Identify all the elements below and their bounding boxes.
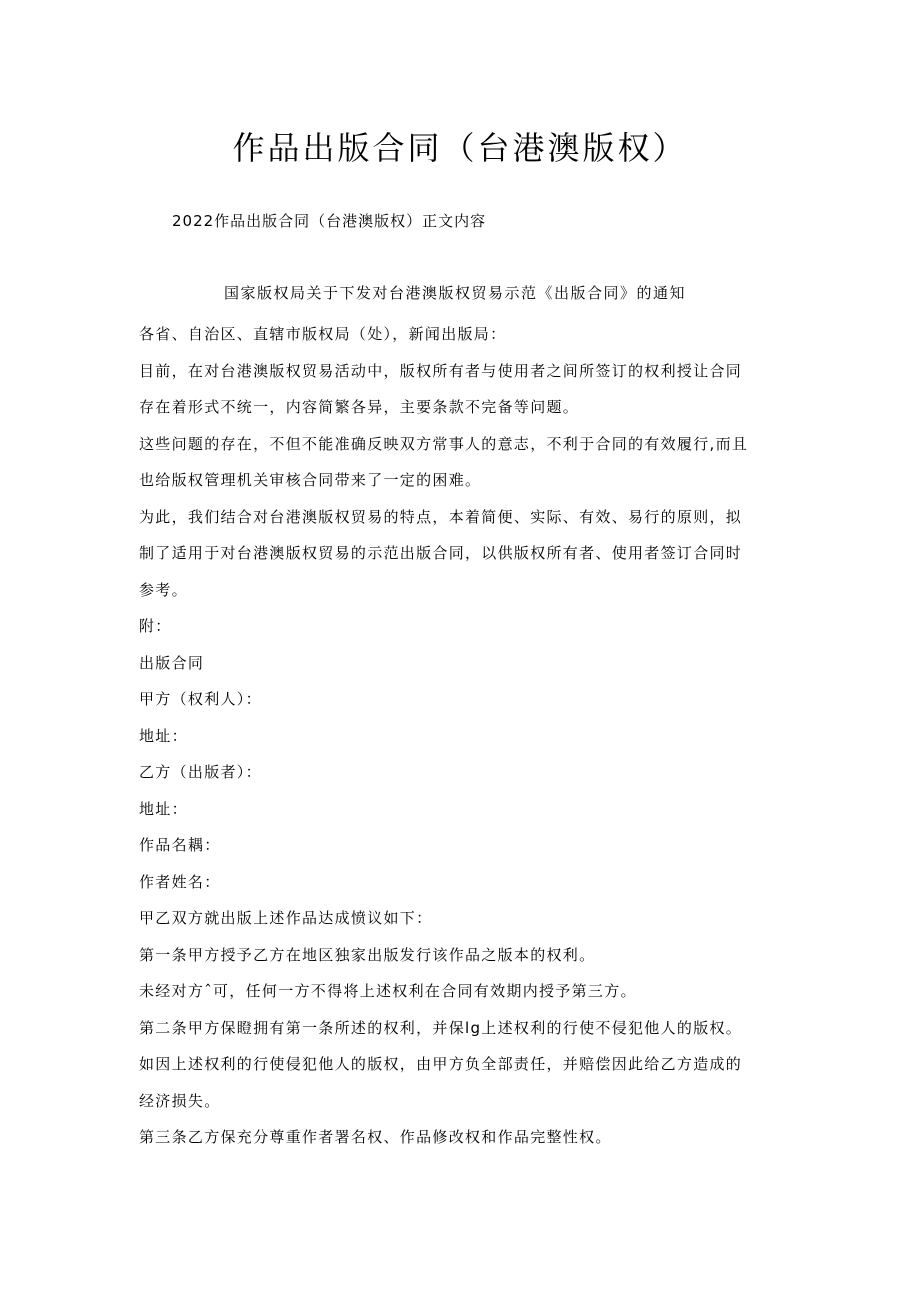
paragraph-line: 第一条甲方授予乙方在地区独家出版发行该作品之版本的权利。	[139, 945, 596, 964]
document-body	[139, 316, 779, 1156]
paragraph-line: 制了适用于对台港澳版权贸易的示范出版合同，以供版权所有者、使用者签订合同时	[139, 544, 743, 562]
paragraph-line: 也给版权管理机关审核合同带来了一定的困难。	[139, 471, 482, 489]
paragraph-line: 附：	[139, 617, 172, 635]
paragraph-line: 地址：	[139, 726, 188, 745]
paragraph-line: 如因上述权利的行使侵犯他人的版权，由甲方负全部责任，并赔偿因此给乙方造成的	[139, 1055, 743, 1073]
paragraph-line: 甲乙双方就出版上述作品达成愤议如下：	[139, 909, 433, 927]
document-title: 作品出版合同（台港澳版权）	[232, 129, 688, 167]
paragraph-line: 地址：	[139, 799, 188, 818]
document-subtitle: 2022作品出版合同（台港澳版权）正文内容	[172, 212, 487, 230]
paragraph-line: 未经对方ˆ可，任何一方不得将上述权利在合同有效期内授予第三方。	[139, 982, 637, 1000]
paragraph-line: 甲方（权利人）：	[139, 690, 262, 708]
paragraph-line: 经济损失。	[139, 1091, 221, 1110]
notice-title: 国家版权局关于下发对台港澳版权贸易示范《出版合同》的通知	[224, 284, 687, 302]
paragraph-line: 第二条甲方保瞪拥有第一条所述的权利，并保lg上述权利的行使不侵犯他人的版权。	[139, 1018, 743, 1037]
paragraph-line: 为此，我们结合对台港澳版权贸易的特点，本着简便、实际、有效、易行的原则，拟	[139, 507, 743, 526]
paragraph-line: 参考。	[139, 580, 188, 599]
paragraph-line: 作者姓名：	[139, 872, 221, 891]
paragraph-line: 目前，在对台港澳版权贸易活动中，版权所有者与使用者之间所签订的权利授让合同	[139, 361, 743, 380]
paragraph-line: 这些问题的存在，不但不能准确反映双方常事人的意志，不利于合同的有效履行,而且	[139, 434, 749, 453]
paragraph-line: 第三条乙方保充分尊重作者署名权、作品修改权和作品完整性权。	[139, 1128, 612, 1146]
paragraph-line: 作品名耦：	[139, 836, 221, 854]
paragraph-line: 各省、自治区、直辖市版权局（处），新闻出版局：	[139, 325, 507, 343]
paragraph-line: 存在着形式不统一，内容简繁各异，主要条款不完备等问题。	[139, 398, 580, 416]
paragraph-line: 出版合同	[139, 653, 205, 672]
paragraph-line: 乙方（出版者）：	[139, 763, 262, 781]
